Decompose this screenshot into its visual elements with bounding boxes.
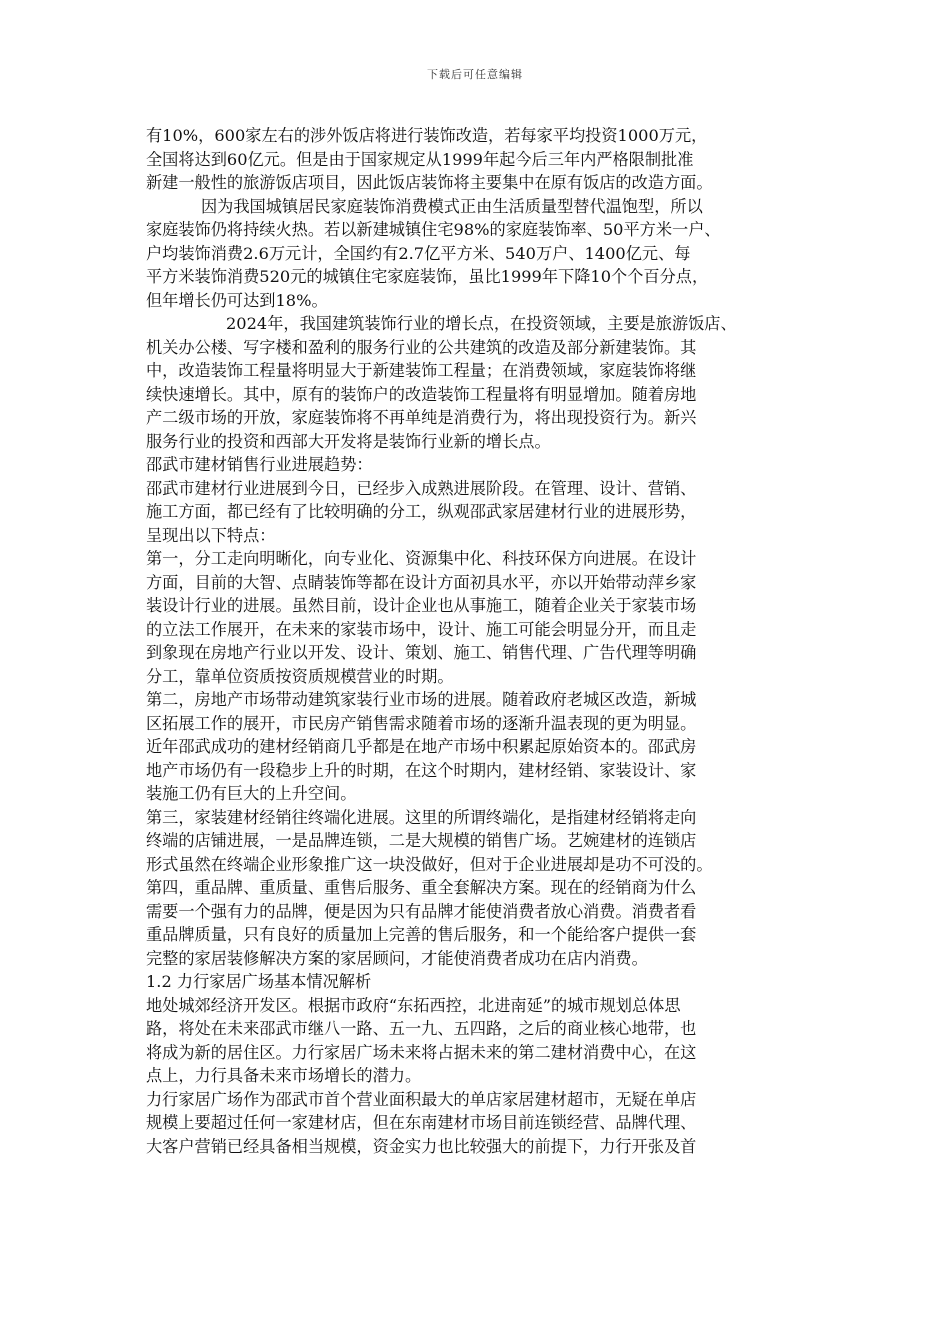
text-line: 机关办公楼、写字楼和盈利的服务行业的公共建筑的改造及部分新建装饰。其 <box>146 337 697 357</box>
text-line: 有10%，600家左右的涉外饭店将进行装饰改造，若每家平均投资1000万元， <box>146 126 708 145</box>
document-body <box>146 124 811 1158</box>
section-heading: 邵武市建材销售行业进展趋势： <box>146 455 373 474</box>
text-line: 规模上要超过任何一家建材店，但在东南建材市场目前连锁经营、品牌代理、 <box>146 1113 697 1132</box>
text-line: 第一，分工走向明晰化，向专业化、资源集中化、科技环保方向进展。在设计 <box>146 549 697 568</box>
text-line: 形式虽然在终端企业形象推广这一块没做好，但对于企业进展却是功不可没的。 <box>146 854 713 874</box>
text-line: 完整的家居装修解决方案的家居顾问，才能使消费者成功在店内消费。 <box>146 948 648 968</box>
text-line: 近年邵武成功的建材经销商几乎都是在地产市场中积累起原始资本的。邵武房 <box>146 737 697 756</box>
text-line: 方面，目前的大智、点睛装饰等都在设计方面初具水平，亦以开始带动萍乡家 <box>146 572 697 592</box>
text-line: 区拓展工作的展开，市民房产销售需求随着市场的逐渐升温表现的更为明显。 <box>146 713 697 733</box>
text-line: 装设计行业的进展。虽然目前，设计企业也从事施工，随着企业关于家装市场 <box>146 596 697 615</box>
text-line: 力行家居广场作为邵武市首个营业面积最大的单店家居建材超市，无疑在单店 <box>146 1089 697 1109</box>
text-line: 邵武市建材行业进展到今日，已经步入成熟进展阶段。在管理、设计、营销、 <box>146 478 697 498</box>
text-line: 全国将达到60亿元。但是由于国家规定从1999年起今后三年内严格限制批准 <box>146 149 694 169</box>
text-line: 大客户营销已经具备相当规模，资金实力也比较强大的前提下，力行开张及首 <box>146 1136 697 1156</box>
text-line: 产二级市场的开放，家庭装饰将不再单纯是消费行为，将出现投资行为。新兴 <box>146 408 697 427</box>
text-line: 路，将处在未来邵武市继八一路、五一九、五四路，之后的商业核心地带，也 <box>146 1019 697 1038</box>
section-heading: 1.2 力行家居广场基本情况解析 <box>146 972 372 991</box>
paragraph-first-line: 因为我国城镇居民家庭装饰消费模式正由生活质量型替代温饱型，所以 <box>201 196 703 216</box>
text-line: 新建一般性的旅游饭店项目，因此饭店装饰将主要集中在原有饭店的改造方面。 <box>146 173 713 192</box>
text-line: 家庭装饰仍将持续火热。若以新建城镇住宅98%的家庭装饰率、50平方米一户、 <box>146 220 721 239</box>
text-line: 地产市场仍有一段稳步上升的时期，在这个时期内，建材经销、家装设计、家 <box>146 760 697 780</box>
text-line: 将成为新的居住区。力行家居广场未来将占据未来的第二建材消费中心，在这 <box>146 1042 697 1062</box>
text-line: 第二，房地产市场带动建筑家装行业市场的进展。随着政府老城区改造，新城 <box>146 690 697 709</box>
text-line: 装施工仍有巨大的上升空间。 <box>146 784 357 803</box>
text-line: 第三，家装建材经销往终端化进展。这里的所谓终端化，是指建材经销将走向 <box>146 807 697 827</box>
text-line: 需要一个强有力的品牌，便是因为只有品牌才能使消费者放心消费。消费者看 <box>146 901 697 921</box>
text-line: 终端的店铺进展，一是品牌连锁，二是大规模的销售广场。艺婉建材的连锁店 <box>146 831 697 850</box>
text-line: 平方米装饰消费520元的城镇住宅家庭装饰，虽比1999年下降10个个百分点， <box>146 267 709 286</box>
text-line: 分工，靠单位资质按资质规模营业的时期。 <box>146 666 454 686</box>
text-line: 地处城郊经济开发区。根据市政府“东拓西控，北进南延”的城市规划总体思 <box>146 995 681 1015</box>
text-line: 中，改造装饰工程量将明显大于新建装饰工程量；在消费领域，家庭装饰将继 <box>146 361 697 380</box>
text-line: 户均装饰消费2.6万元计，全国约有2.7亿平方米、540万户、1400亿元、每 <box>146 243 691 263</box>
text-line: 重品牌质量，只有良好的质量加上完善的售后服务，和一个能给客户提供一套 <box>146 925 697 944</box>
text-line: 但年增长仍可达到18%。 <box>146 290 328 310</box>
text-line: 第四，重品牌、重质量、重售后服务、重全套解决方案。现在的经销商为什么 <box>146 878 697 897</box>
text-line: 服务行业的投资和西部大开发将是装饰行业新的增长点。 <box>146 431 551 451</box>
text-line: 点上，力行具备未来市场增长的潜力。 <box>146 1066 422 1085</box>
text-line: 的立法工作展开，在未来的家装市场中，设计、施工可能会明显分开，而且走 <box>146 619 697 639</box>
paragraph-first-line: 2024年，我国建筑装饰行业的增长点，在投资领域，主要是旅游饭店、 <box>226 314 737 333</box>
text-line: 续快速增长。其中，原有的装饰户的改造装饰工程量将有明显增加。随着房地 <box>146 384 697 404</box>
page-header-note: 下载后可任意编辑 <box>427 68 523 81</box>
text-line: 施工方面，都已经有了比较明确的分工，纵观邵武家居建材行业的进展形势， <box>146 502 697 521</box>
text-line: 呈现出以下特点： <box>146 525 276 545</box>
text-line: 到象现在房地产行业以开发、设计、策划、施工、销售代理、广告代理等明确 <box>146 643 697 662</box>
